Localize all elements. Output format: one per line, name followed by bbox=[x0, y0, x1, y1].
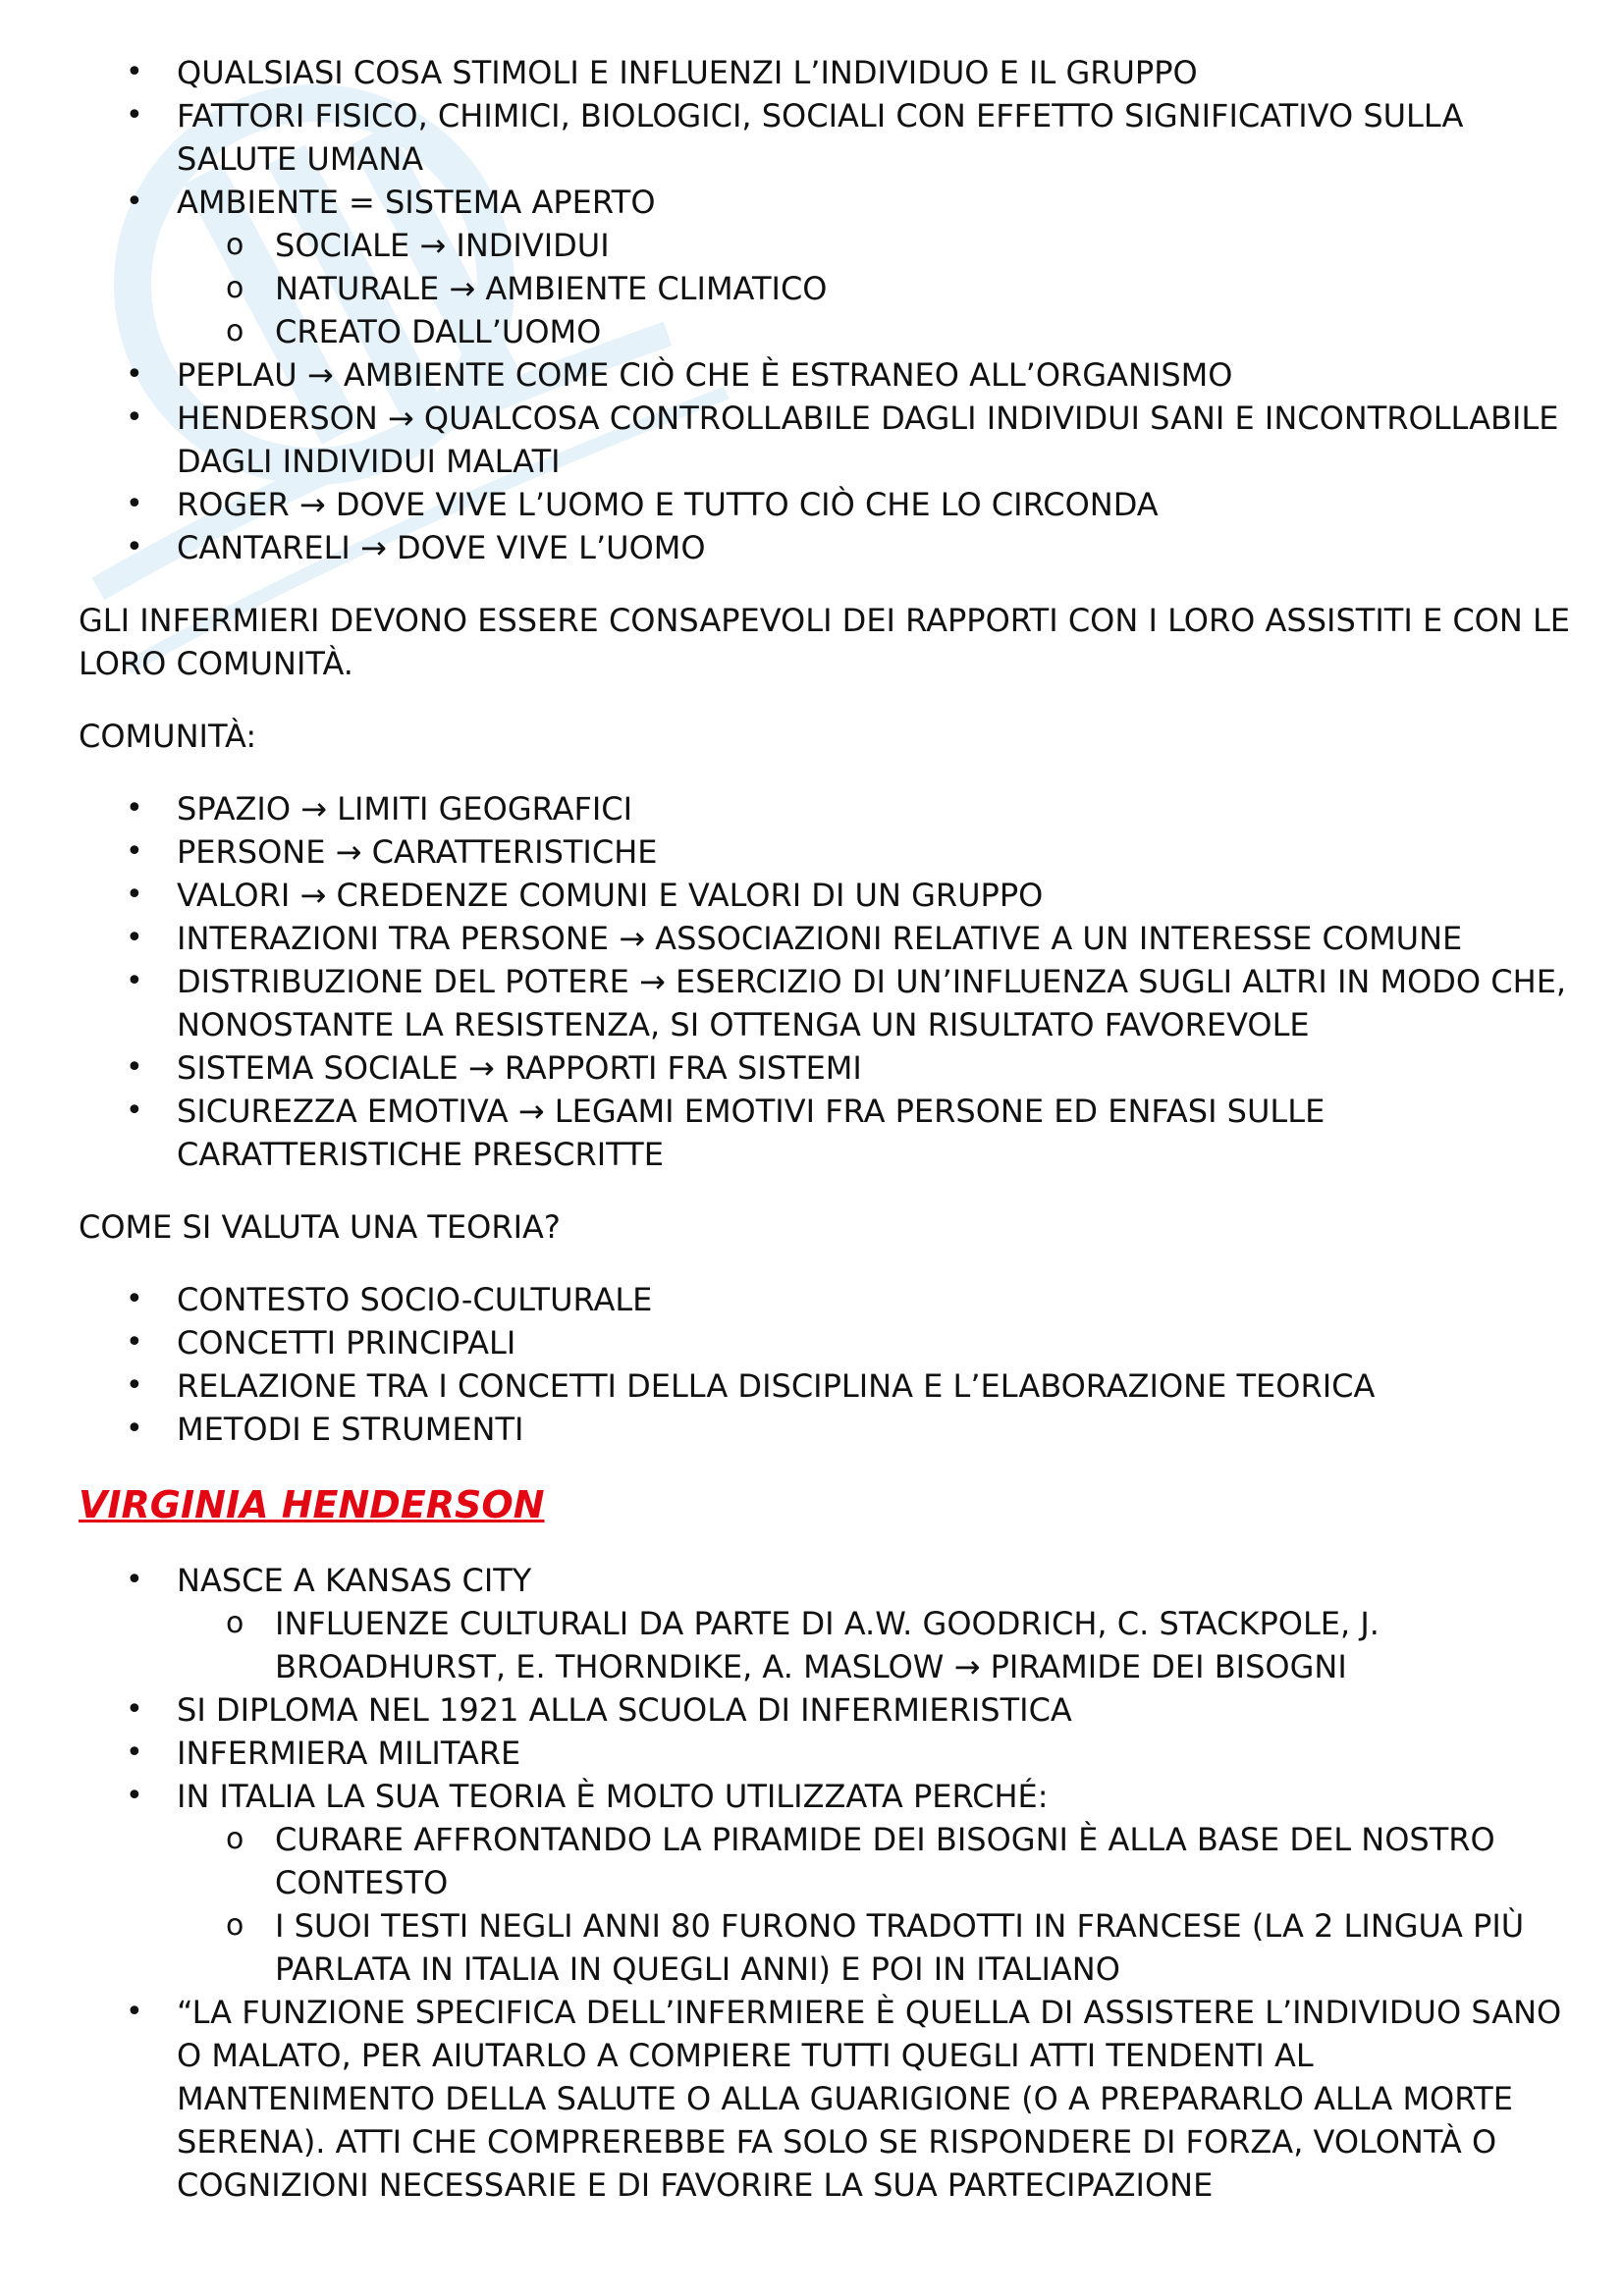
bullet-icon: • bbox=[126, 1995, 143, 2029]
list-item bbox=[79, 1991, 1571, 2207]
sub-list-item bbox=[79, 267, 1571, 310]
list-item-text: CONCETTI PRINCIPALI bbox=[177, 1324, 516, 1362]
sub-bullet-icon: o bbox=[226, 314, 244, 348]
list-item-text: CONTESTO SOCIO-CULTURALE bbox=[177, 1281, 653, 1318]
list-item-text: PERSONE → CARATTERISTICHE bbox=[177, 833, 658, 871]
list-item bbox=[79, 1559, 1571, 1602]
list-item-text: SICUREZZA EMOTIVA → LEGAMI EMOTIVI FRA PERSONE ED ENFASI SULLE CARATTERISTICHE PRESCRITTE bbox=[177, 1093, 1325, 1173]
sub-list-item-text: SOCIALE → INDIVIDUI bbox=[275, 227, 610, 264]
list-item-text: NASCE A KANSAS CITY bbox=[177, 1562, 532, 1599]
bullet-icon: • bbox=[126, 1094, 143, 1128]
list-item bbox=[79, 874, 1571, 917]
sub-list-item bbox=[79, 1602, 1571, 1688]
bullet-icon: • bbox=[126, 1412, 143, 1446]
list-item bbox=[79, 1278, 1571, 1321]
sub-list-item bbox=[79, 224, 1571, 267]
list-item-text: RELAZIONE TRA I CONCETTI DELLA DISCIPLINA E L’ELABORAZIONE TEORICA bbox=[177, 1367, 1376, 1405]
list-item bbox=[79, 1046, 1571, 1090]
sub-list-item bbox=[79, 1818, 1571, 1904]
sub-list-item bbox=[79, 310, 1571, 353]
list-item-text: SISTEMA SOCIALE → RAPPORTI FRA SISTEMI bbox=[177, 1049, 862, 1087]
list-item-text: VALORI → CREDENZE COMUNI E VALORI DI UN GRUPPO bbox=[177, 877, 1044, 914]
list-item bbox=[79, 483, 1571, 526]
bullet-icon: • bbox=[126, 834, 143, 869]
bullet-icon: • bbox=[126, 55, 143, 89]
list-item bbox=[79, 1090, 1571, 1176]
list-item-text: INFERMIERA MILITARE bbox=[177, 1735, 521, 1772]
bullet-icon: • bbox=[126, 98, 143, 133]
sub-list-item-text: CREATO DALL’UOMO bbox=[275, 313, 602, 350]
list-item bbox=[79, 51, 1571, 94]
list-item bbox=[79, 1688, 1571, 1732]
comunita-list bbox=[79, 787, 1571, 1176]
sub-list-item-text: NATURALE → AMBIENTE CLIMATICO bbox=[275, 270, 828, 307]
comunita-heading: COMUNITÀ: bbox=[79, 718, 257, 755]
list-item-text: FATTORI FISICO, CHIMICI, BIOLOGICI, SOCIALI CON EFFETTO SIGNIFICATIVO SULLA SALUTE UMANA bbox=[177, 97, 1464, 178]
list-item bbox=[79, 1408, 1571, 1451]
teoria-list bbox=[79, 1278, 1571, 1451]
bullet-icon: • bbox=[126, 791, 143, 826]
teoria-heading: COME SI VALUTA UNA TEORIA? bbox=[79, 1208, 561, 1246]
bullet-icon: • bbox=[126, 1368, 143, 1403]
list-item bbox=[79, 917, 1571, 960]
list-item bbox=[79, 397, 1571, 483]
bullet-icon: • bbox=[126, 1282, 143, 1316]
bullet-icon: • bbox=[126, 357, 143, 392]
bullet-icon: • bbox=[126, 1735, 143, 1770]
bullet-icon: • bbox=[126, 185, 143, 219]
bullet-icon: • bbox=[126, 1050, 143, 1085]
document-content bbox=[79, 51, 1571, 2207]
bullet-icon: • bbox=[126, 1779, 143, 1813]
list-item-text: IN ITALIA LA SUA TEORIA È MOLTO UTILIZZATA PERCHÉ: bbox=[177, 1778, 1049, 1815]
bullet-icon: • bbox=[126, 487, 143, 521]
list-item-text: SI DIPLOMA NEL 1921 ALLA SCUOLA DI INFERMIERISTICA bbox=[177, 1691, 1072, 1729]
bullet-icon: • bbox=[126, 1692, 143, 1727]
list-item bbox=[79, 960, 1571, 1046]
list-item-text: SPAZIO → LIMITI GEOGRAFICI bbox=[177, 790, 633, 828]
section-title-virginia-henderson: VIRGINIA HENDERSON bbox=[79, 1483, 545, 1526]
list-item bbox=[79, 1775, 1571, 1818]
list-item bbox=[79, 181, 1571, 224]
bullet-icon: • bbox=[126, 964, 143, 998]
list-item-text: INTERAZIONI TRA PERSONE → ASSOCIAZIONI RELATIVE A UN INTERESSE COMUNE bbox=[177, 920, 1463, 957]
sub-bullet-icon: o bbox=[226, 1606, 244, 1640]
sub-bullet-icon: o bbox=[226, 271, 244, 305]
list-item bbox=[79, 1321, 1571, 1364]
list-item-text: “LA FUNZIONE SPECIFICA DELL’INFERMIERE È QUELLA DI ASSISTERE L’INDIVIDUO SANO O MALATO, PER AIUTARLO A COMPIERE TUTTI QUEGLI ATTI TENDENTI AL MANTENIMENTO DELLA SALUTE O ALLA GUARIGIONE (O A PREPARARLO ALLA MORTE SERENA). ATTI CHE COMPREREBBE FA SOLO SE RISPONDERE DI FORZA, VOLONTÀ O COGNIZIONI NECESSARIE E DI FAVORIRE LA SUA PARTECIPAZIONE bbox=[177, 1994, 1562, 2204]
sub-bullet-icon: o bbox=[226, 1822, 244, 1856]
bullet-icon: • bbox=[126, 530, 143, 564]
list-item bbox=[79, 1364, 1571, 1408]
bullet-icon: • bbox=[126, 1325, 143, 1360]
list-item-text: HENDERSON → QUALCOSA CONTROLLABILE DAGLI INDIVIDUI SANI E INCONTROLLABILE DAGLI INDIVIDUI MALATI bbox=[177, 400, 1559, 480]
bullet-icon: • bbox=[126, 921, 143, 955]
sub-list-item-text: I SUOI TESTI NEGLI ANNI 80 FURONO TRADOTTI IN FRANCESE (LA 2 LINGUA PIÙ PARLATA IN ITALIA IN QUEGLI ANNI) E POI IN ITALIANO bbox=[275, 1907, 1525, 1988]
list-item bbox=[79, 1732, 1571, 1775]
nurses-paragraph: GLI INFERMIERI DEVONO ESSERE CONSAPEVOLI DEI RAPPORTI CON I LORO ASSISTITI E CON LE LORO COMUNITÀ. bbox=[79, 602, 1571, 682]
list-item-text: QUALSIASI COSA STIMOLI E INFLUENZI L’INDIVIDUO E IL GRUPPO bbox=[177, 54, 1198, 91]
bullet-icon: • bbox=[126, 878, 143, 912]
list-item bbox=[79, 830, 1571, 874]
sub-list-item-text: INFLUENZE CULTURALI DA PARTE DI A.W. GOODRICH, C. STACKPOLE, J. BROADHURST, E. THORNDIKE, A. MASLOW → PIRAMIDE DEI BISOGNI bbox=[275, 1605, 1380, 1685]
list-item-text: CANTARELI → DOVE VIVE L’UOMO bbox=[177, 529, 706, 566]
sub-bullet-icon: o bbox=[226, 1908, 244, 1943]
list-item-text: METODI E STRUMENTI bbox=[177, 1411, 524, 1448]
henderson-list bbox=[79, 1559, 1571, 2207]
bullet-icon: • bbox=[126, 400, 143, 435]
list-item bbox=[79, 94, 1571, 181]
sub-list-item bbox=[79, 1904, 1571, 1991]
list-item-text: DISTRIBUZIONE DEL POTERE → ESERCIZIO DI UN’INFLUENZA SUGLI ALTRI IN MODO CHE, NONOSTANTE LA RESISTENZA, SI OTTENGA UN RISULTATO FAVOREVOLE bbox=[177, 963, 1567, 1043]
list-item bbox=[79, 353, 1571, 397]
list-item-text: AMBIENTE = SISTEMA APERTO bbox=[177, 184, 656, 221]
sub-list-item-text: CURARE AFFRONTANDO LA PIRAMIDE DEI BISOGNI È ALLA BASE DEL NOSTRO CONTESTO bbox=[275, 1821, 1495, 1901]
sub-bullet-icon: o bbox=[226, 228, 244, 262]
list-item bbox=[79, 526, 1571, 569]
list-item-text: PEPLAU → AMBIENTE COME CIÒ CHE È ESTRANEO ALL’ORGANISMO bbox=[177, 356, 1233, 394]
list-item-text: ROGER → DOVE VIVE L’UOMO E TUTTO CIÒ CHE LO CIRCONDA bbox=[177, 486, 1159, 523]
intro-list bbox=[79, 51, 1571, 569]
bullet-icon: • bbox=[126, 1563, 143, 1597]
list-item bbox=[79, 787, 1571, 830]
